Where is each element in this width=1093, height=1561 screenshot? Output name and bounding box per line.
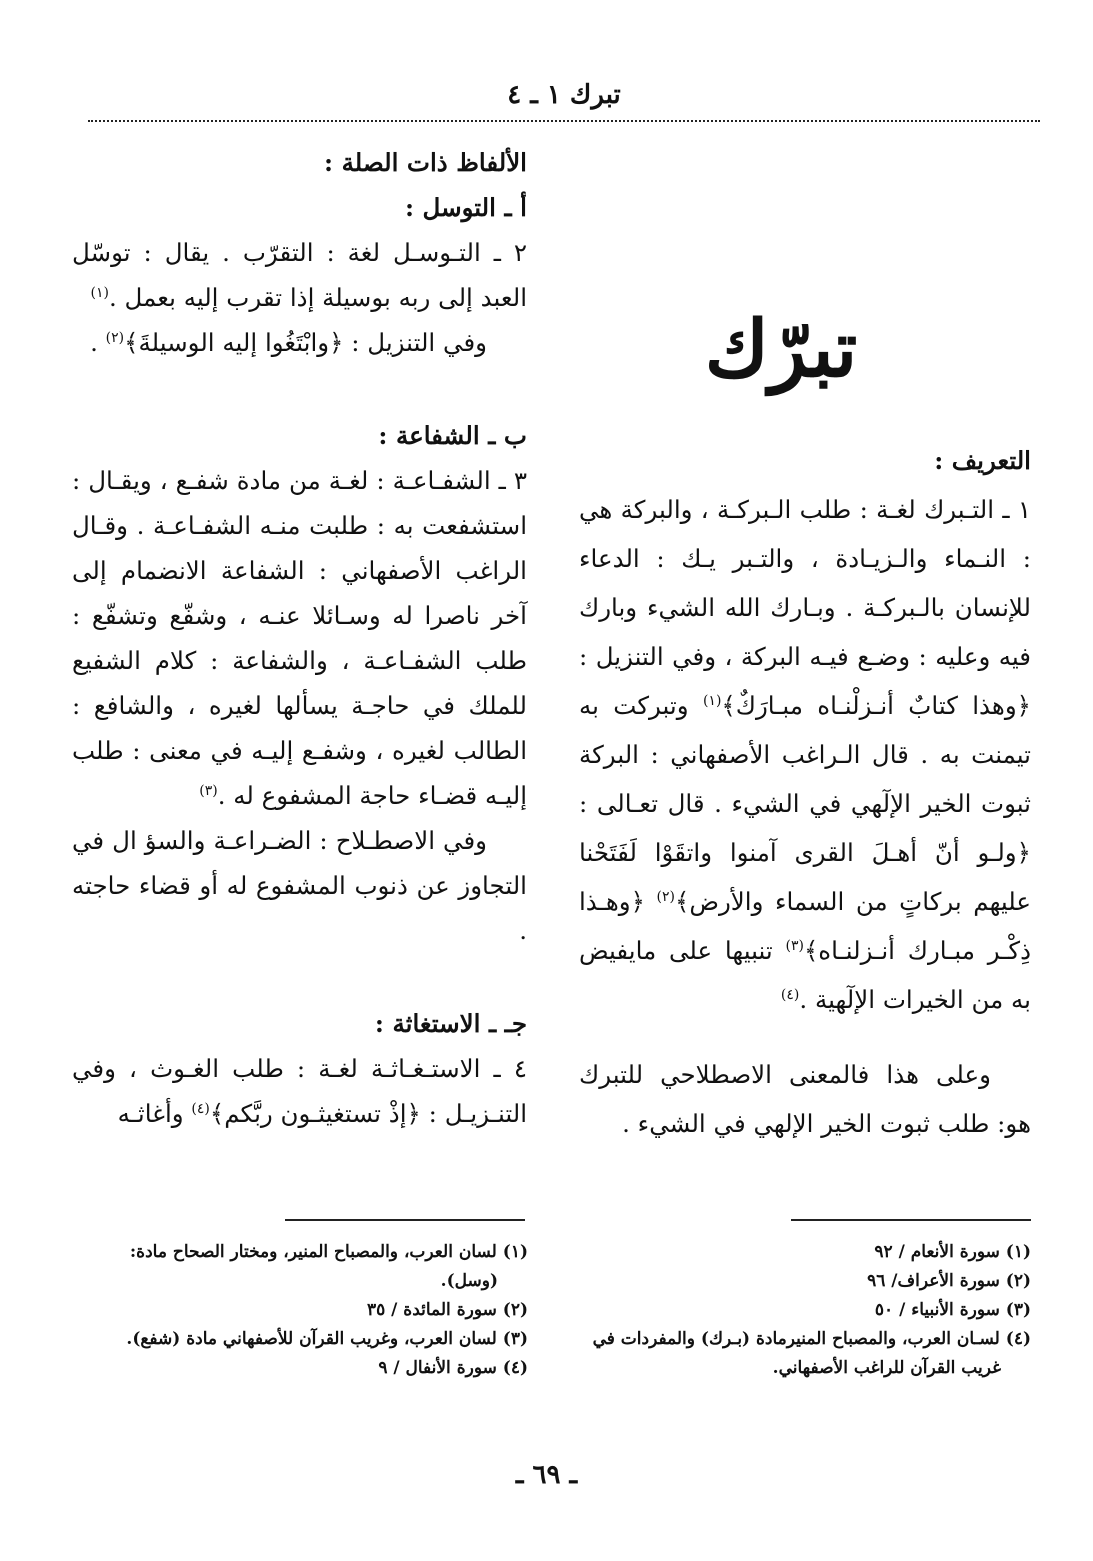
- footnotes-left: [60, 1238, 528, 1383]
- footnote-2: (٢) سورة الأعراف/ ٩٦: [867, 1271, 1031, 1291]
- footnote-1: (١) سورة الأنعام / ٩٢: [874, 1242, 1031, 1262]
- tawassul-heading: أ ـ التوسل :: [404, 193, 527, 222]
- paragraph-2-text: ٢ ـ التـوسـل لغة : التقرّب . يقال : توسّل العبد إلى ربه بوسيلة إذا تقرب إليه بعمل .: [72, 238, 527, 312]
- related-terms-heading: الألفاظ ذات الصلة :: [324, 148, 527, 177]
- paragraph-4-text: ٤ ـ الاستـغـاثـة لغـة : طلب الغـوث ، وفي التنـزيـل : ﴿إذْ تستغيثـون ربَّكم﴾: [72, 1054, 527, 1128]
- paragraph-1-text-b: وتبركت به تيمنت به . قال الـراغب الأصفهاني : البركة ثبوت الخير الإلٓهي في الشيء . قال تعـالى : ﴿ولـو أنّ أهـلَ القرى آمنوا واتقَوْا لَفَتَحْنا عليهم بركاتٍ من السماء والأرض﴾: [579, 691, 1031, 916]
- left-column: [72, 140, 527, 1136]
- paragraph-3: [72, 458, 527, 818]
- footnote-3: (٣) لسان العرب، وغريب القرآن للأصفهاني مادة (شفع).: [126, 1329, 528, 1349]
- entry-title: تبرّك: [704, 304, 858, 395]
- footnotes-right: [579, 1238, 1031, 1383]
- footnote-1-continued: (وسل).: [440, 1271, 498, 1291]
- paragraph-4: [72, 1046, 527, 1136]
- page-number: ـ ٦٩ ـ: [515, 1460, 578, 1490]
- footnote-2: (٢) سورة المائدة / ٣٥: [367, 1300, 528, 1320]
- footnote-1: (١) لسان العرب، والمصباح المنير، ومختار الصحاح مادة:: [129, 1242, 528, 1262]
- footnote-4-continued: غريب القرآن للراغب الأصفهاني.: [772, 1358, 1001, 1378]
- paragraph-2b-end: .: [90, 328, 106, 357]
- footnote-ref: (١): [90, 284, 109, 301]
- footnote-4: (٤) لسـان العرب، والمصباح المنيرمادة (بـرك) والمفردات في: [592, 1329, 1031, 1349]
- footnote-ref: (٣): [785, 937, 804, 954]
- shafaa-heading: ب ـ الشفاعة :: [378, 421, 527, 450]
- footnote-ref: (٢): [656, 888, 675, 905]
- paragraph-1-text: ١ ـ التـبرك لغـة : طلب الـبركـة ، والبركة هي : النـماء والـزيـادة ، والتـبر يـك : الدعاء للإنسان بالـبركـة . وبـارك الله الشيء وبارك فيه وعليه : وضـع فيـه البركة ، وفي التنزيل : ﴿وهذا كتابٌ أنـزلْنـاه مبـارَكٌ﴾: [579, 495, 1032, 720]
- paragraph-1-text-d: تنبيها على مايفيض به من الخيرات الإلٓهية .: [579, 936, 1031, 1014]
- footnote-ref: (٤): [191, 1100, 210, 1117]
- footnote-rule-left: [285, 1219, 525, 1221]
- footnote-ref: (١): [702, 692, 722, 709]
- footnote-4: (٤) سورة الأنفال / ٩: [378, 1358, 528, 1378]
- running-header: تبرك ١ ـ ٤: [507, 80, 621, 110]
- paragraph-1e: وعلى هذا فالمعنى الاصطلاحي للتبرك هو: طلب ثبوت الخير الإلهي في الشيء .: [579, 1060, 1031, 1138]
- footnote-ref: (٤): [780, 986, 800, 1003]
- footnote-rule-right: [791, 1219, 1031, 1221]
- definition-heading: التعريف :: [934, 446, 1031, 475]
- paragraph-1: [579, 485, 1031, 1024]
- paragraph-1-text-c: ﴿وهـذا ذِكْـر مبـارك أنـزلنـاه﴾: [579, 887, 1031, 965]
- paragraph-2: [72, 230, 527, 320]
- istighatha-heading: جـ ـ الاستغاثة :: [374, 1009, 527, 1038]
- footnote-ref: (٢): [105, 329, 125, 346]
- paragraph-4-end: وأغاثـه: [117, 1099, 192, 1128]
- paragraph-3-text: ٣ ـ الشفـاعـة : لغـة من مادة شفـع ، ويقـال : استشفعت به : طلبت منـه الشفـاعـة . وقـال الراغب الأصفهاني : الشفاعة الانضمام إلى آخر ناصرا له وسـائلا عنـه ، وشفّع وتشفّع : طلب الشفـاعـة ، والشفاعة : كلام الشفيع للملك في حاجـة يسألها لغيره ، والشافع : الطالب لغيره ، وشفـع إليـه في معنى : طلب إليـه قضـاء حاجة المشفوع له .: [72, 466, 527, 810]
- footnote-ref: (٣): [199, 782, 218, 799]
- right-column: [579, 436, 1031, 1148]
- paragraph-3b: وفي الاصطـلاح : الضـراعـة والسؤ ال في التجاوز عن ذنوب المشفوع له أو قضاء حاجته .: [72, 826, 527, 945]
- footnote-3: (٣) سورة الأنبياء / ٥٠: [874, 1300, 1031, 1320]
- paragraph-2b-text: وفي التنزيل : ﴿وابْتَغُوا إليه الوسيلةَ﴾: [124, 328, 487, 357]
- header-dotted-rule: [88, 120, 1040, 122]
- paragraph-2b: [72, 320, 527, 365]
